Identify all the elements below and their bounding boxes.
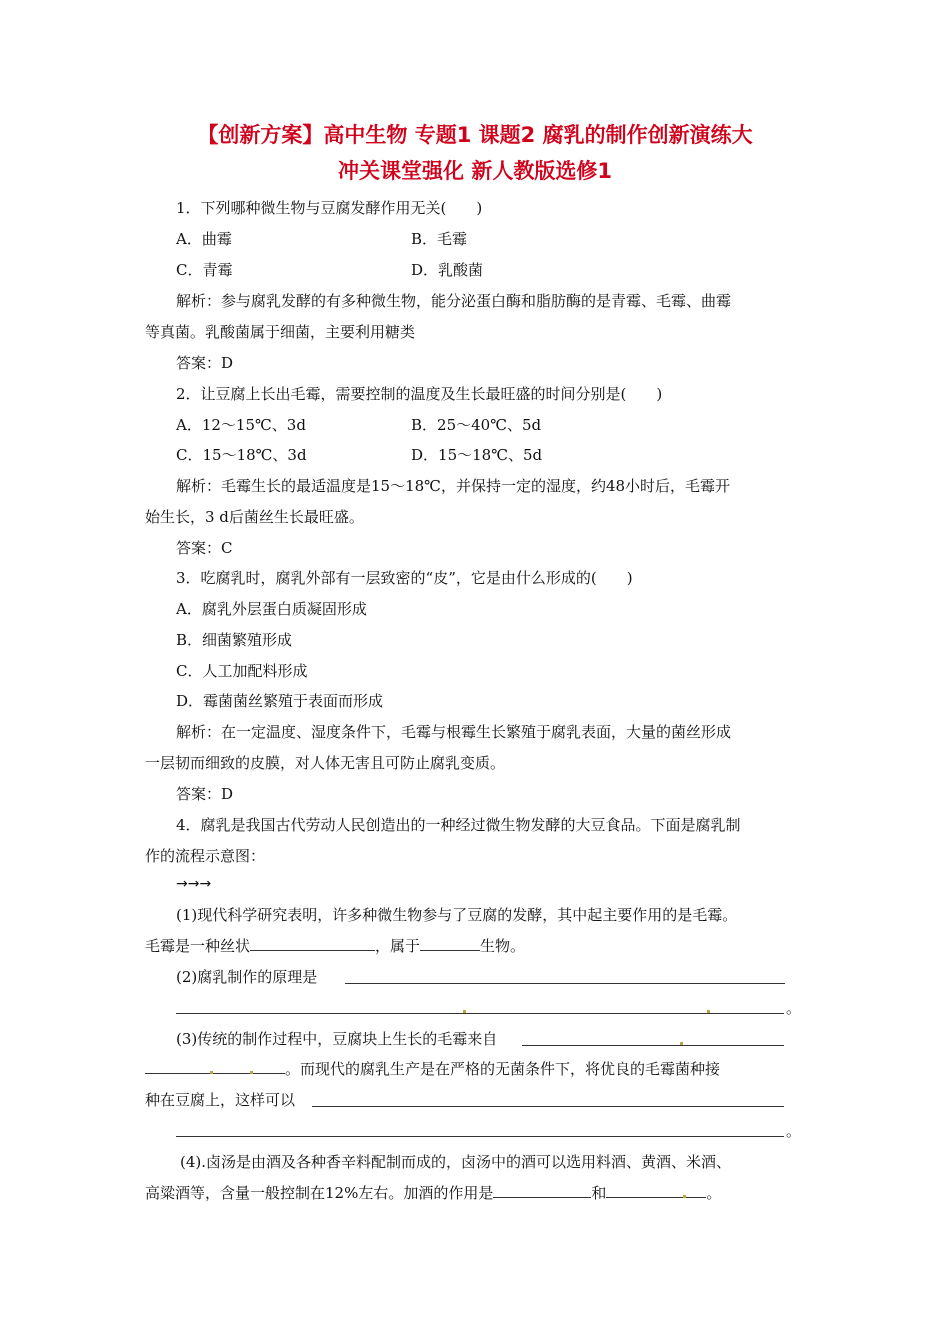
blank-principle-line-2[interactable] <box>176 1013 784 1014</box>
blank-purpose-line-2[interactable] <box>176 1136 784 1137</box>
speck-mark <box>683 1195 686 1198</box>
q2-option-c: C．15～18℃、3d <box>176 446 307 464</box>
q4-part3-period: 。 <box>786 1122 802 1140</box>
q3-stem: 3．吃腐乳时，腐乳外部有一层致密的“皮”，它是由什么形成的( ) <box>176 569 633 587</box>
q4-part1-middle: ，属于 <box>375 937 421 955</box>
q2-option-a: A．12～15℃、3d <box>176 416 306 434</box>
q2-option-b: B．25～40℃、5d <box>411 416 542 434</box>
blank-purpose-line-1[interactable] <box>312 1106 784 1107</box>
q1-option-c: C．青霉 <box>176 261 233 279</box>
q4-part4-line-2 <box>145 1183 721 1203</box>
q3-option-c: C．人工加配料形成 <box>176 662 308 680</box>
blank-principle-line-1[interactable] <box>345 983 785 984</box>
q4-part4-and: 和 <box>591 1184 607 1202</box>
q1-option-d: D．乳酸菌 <box>411 261 484 279</box>
q3-option-a: A．腐乳外层蛋白质凝固形成 <box>176 600 367 618</box>
q1-analysis-line-2: 等真菌。乳酸菌属于细菌，主要利用糖类 <box>145 323 416 341</box>
q1-analysis-line-1: 解析：参与腐乳发酵的有多种微生物，能分泌蛋白酶和脂肪酶的是青霉、毛霉、曲霉 <box>176 292 732 310</box>
speck-mark <box>680 1042 683 1045</box>
speck-mark <box>250 1071 253 1074</box>
q4-part4-line-1: (4).卤汤是由酒及各种香辛料配制而成的，卤汤中的酒可以选用料酒、黄酒、米酒、 <box>180 1153 732 1171</box>
document-title-line-1: 【创新方案】高中生物 专题1 课题2 腐乳的制作创新演练大 <box>197 123 753 147</box>
speck-mark <box>707 1010 710 1013</box>
q4-part1-line-1: (1)现代科学研究表明，许多种微生物参与了豆腐的发酵，其中起主要作用的是毛霉。 <box>176 906 738 924</box>
q2-option-d: D．15～18℃、5d <box>411 446 543 464</box>
q4-part3-line-1: (3)传统的制作过程中，豆腐块上生长的毛霉来自 <box>176 1030 498 1048</box>
q1-answer: 答案：D <box>176 354 234 372</box>
blank-alcohol-role-1[interactable] <box>493 1183 591 1198</box>
q4-part3-line-2 <box>145 1059 720 1079</box>
q3-analysis-line-2: 一层韧而细致的皮膜，对人体无害且可防止腐乳变质。 <box>145 754 506 772</box>
q4-part3-line-3: 种在豆腐上，这样可以 <box>145 1091 296 1109</box>
q2-analysis-line-2: 始生长，3 d后菌丝生长最旺盛。 <box>145 508 364 526</box>
blank-organism-type[interactable] <box>420 936 480 951</box>
blank-structure[interactable] <box>250 936 375 951</box>
flow-diagram-arrows: →→→ <box>176 876 212 892</box>
q2-stem: 2．让豆腐上长出毛霉，需要控制的温度及生长最旺盛的时间分别是( ) <box>176 385 663 403</box>
q4-part2-line-1: (2)腐乳制作的原理是 <box>176 968 318 986</box>
q4-stem-line-1: 4．腐乳是我国古代劳动人民创造出的一种经过微生物发酵的大豆食品。下面是腐乳制 <box>176 816 741 834</box>
q2-analysis-line-1: 解析：毛霉生长的最适温度是15～18℃，并保持一定的湿度，约48小时后，毛霉开 <box>176 477 731 495</box>
q4-part2-period: 。 <box>786 999 802 1017</box>
q4-part1-prefix: 毛霉是一种丝状 <box>145 937 251 955</box>
blank-mold-source-line-2[interactable] <box>145 1059 285 1074</box>
q1-stem: 1．下列哪种微生物与豆腐发酵作用无关( ) <box>176 199 483 217</box>
q3-answer: 答案：D <box>176 785 234 803</box>
document-title-line-2: 冲关课堂强化 新人教版选修1 <box>338 159 612 183</box>
q3-option-d: D．霉菌菌丝繁殖于表面而形成 <box>176 692 384 710</box>
q4-part3-continuation: 。而现代的腐乳生产是在严格的无菌条件下，将优良的毛霉菌种接 <box>285 1060 721 1078</box>
q3-analysis-line-1: 解析：在一定温度、湿度条件下，毛霉与根霉生长繁殖于腐乳表面，大量的菌丝形成 <box>176 723 732 741</box>
q4-part4-period: 。 <box>706 1184 722 1202</box>
blank-mold-source-line-1[interactable] <box>522 1045 784 1046</box>
q4-part4-prefix: 高粱酒等，含量一般控制在12%左右。加酒的作用是 <box>145 1184 494 1202</box>
speck-mark <box>210 1071 213 1074</box>
q1-option-a: A．曲霉 <box>176 230 232 248</box>
q4-part1-suffix: 生物。 <box>480 937 526 955</box>
q3-option-b: B．细菌繁殖形成 <box>176 631 293 649</box>
blank-alcohol-role-2[interactable] <box>606 1183 706 1198</box>
speck-mark <box>463 1010 466 1013</box>
q1-option-b: B．毛霉 <box>411 230 468 248</box>
q2-answer: 答案：C <box>176 539 233 557</box>
q4-part1-line-2 <box>145 936 525 956</box>
q4-stem-line-2: 作的流程示意图： <box>145 847 266 865</box>
